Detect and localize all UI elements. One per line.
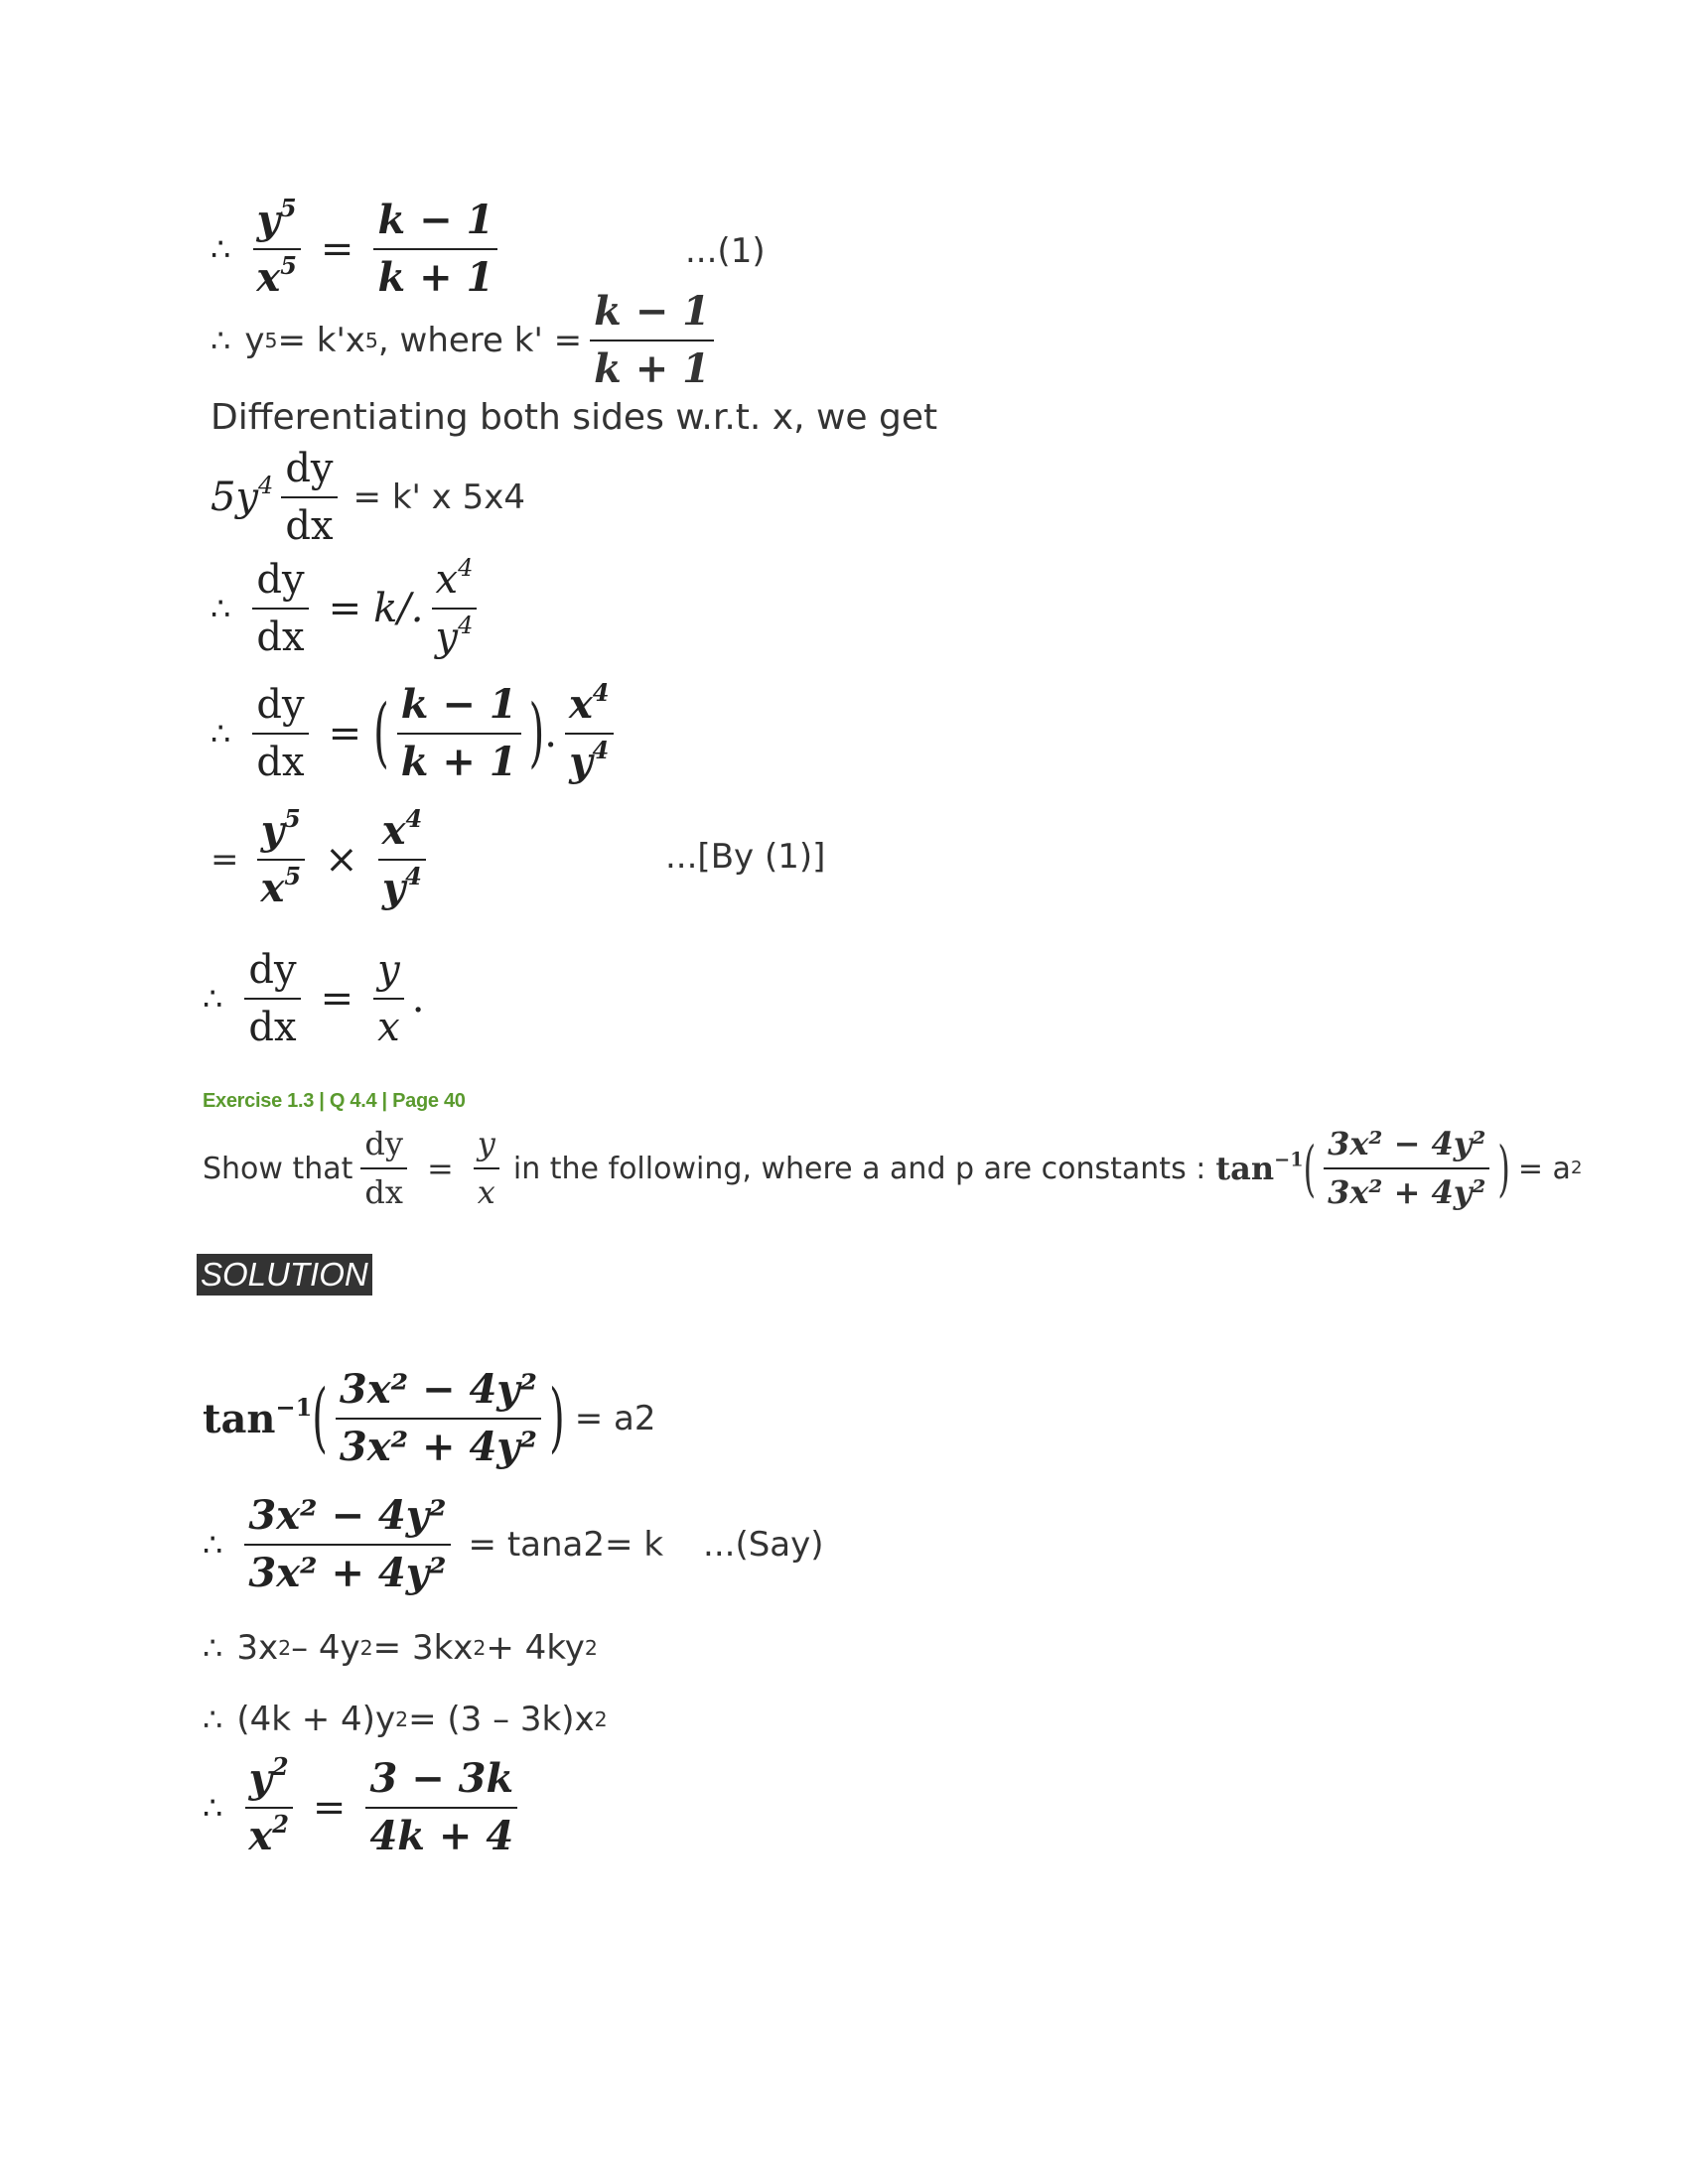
fraction-y5-over-x5: $\frac{y^5}{x^5}$: [252, 199, 301, 300]
equation-line-4: $5y^4$ $\frac{dy}{dx}$ = k' x 5x4: [211, 446, 525, 549]
equation-line-1: ∴ $\frac{y^5}{x^5}$ = $\frac{k - 1}{k + 1}$: [211, 199, 505, 300]
equation-line-8: ∴ $\frac{dy}{dx}$ = $\frac{y}{x}$ .: [203, 947, 425, 1050]
therefore-symbol: ∴: [211, 230, 231, 268]
equation-tag-1: ...(1): [685, 231, 766, 271]
fraction-k-ratio: $\frac{k - 1}{k + 1}$: [373, 199, 497, 300]
differentiating-text: Differentiating both sides w.r.t. x, we get: [211, 397, 938, 438]
solution-line-3: ∴ 3x 2 – 4y 2 = 3kx 2 + 4ky 2: [203, 1628, 598, 1668]
equation-line-5: ∴ $\frac{dy}{dx}$ = k/. $\frac{x^4}{y^4}$: [211, 558, 485, 659]
fraction-dy-dx: $\frac{dy}{dx}$: [281, 447, 337, 548]
solution-line-4: ∴ (4k + 4)y 2 = (3 – 3k)x 2: [203, 1700, 608, 1739]
solution-line-1: $\tan^{-1}$ ( $\frac{\text{3x² − 4y²}}{\text{3x² + 4y²}}$ ) = a 2: [203, 1366, 656, 1470]
fraction-k-prime: $\frac{k - 1}{k + 1}$: [590, 290, 714, 391]
question-text: Show that $\frac{dy}{dx}$ = $\frac{y}{x}$ in the following, where a and p are constants : $\tan^{-1}$ ( $\frac{\text{3x² − 4y²}}{\text{3x² + 4y²}}$ ) = a 2: [203, 1125, 1583, 1212]
solution-line-2: ∴ $\frac{\text{3x² − 4y²}}{\text{3x² + 4y²}}$ = tana 2 = k ...(Say): [203, 1492, 824, 1596]
solution-label: SOLUTION: [197, 1254, 372, 1296]
exercise-reference: Exercise 1.3 | Q 4.4 | Page 40: [203, 1090, 466, 1112]
equation-line-2: ∴ y 5 = k'x 5 , where k' = $\frac{k - 1}{k + 1}$: [211, 290, 722, 391]
solution-line-5: ∴ $\frac{y^2}{x^2}$ = $\frac{3 - 3k}{4k + 4}$: [203, 1757, 525, 1858]
equation-tag-by-1: ...[By (1)]: [665, 837, 826, 877]
equation-line-7: = $\frac{y^5}{x^5}$ × $\frac{x^4}{y^4}$: [211, 809, 434, 910]
equation-line-6: ∴ $\frac{dy}{dx}$ = ( $\frac{k - 1}{k + 1}$ ) . $\frac{x^4}{y^4}$: [211, 683, 622, 784]
